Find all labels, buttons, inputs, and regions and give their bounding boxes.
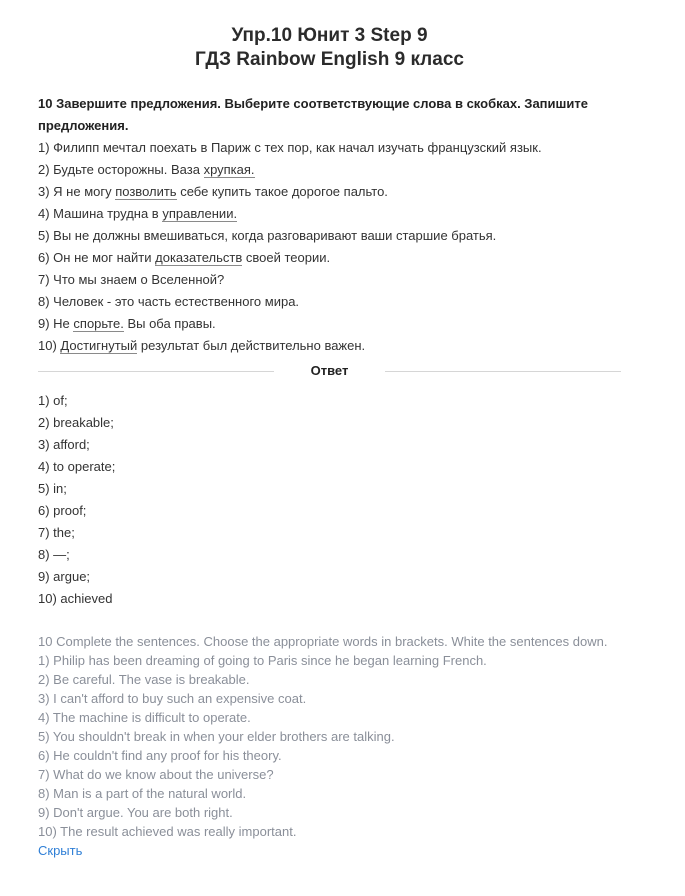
page-title <box>38 0 621 72</box>
separator-line-right <box>385 371 621 372</box>
english-sentence: 5) You shouldn't break in when your elder brothers are talking. <box>38 729 395 744</box>
sentence-text: своей теории. <box>242 250 331 265</box>
english-sentence: 10) The result achieved was really important. <box>38 824 297 839</box>
answer-item: 2) breakable; <box>38 415 114 430</box>
answer-item: 10) achieved <box>38 591 113 606</box>
sentence-text: 1) Филипп мечтал поехать в Париж с тех пор, как начал изучать французский язык. <box>38 140 542 155</box>
english-sentence: 7) What do we know about the universe? <box>38 767 274 782</box>
english-sentence: 4) The machine is difficult to operate. <box>38 710 251 725</box>
english-sentence: 3) I can't afford to buy such an expensive coat. <box>38 691 307 706</box>
hide-link[interactable]: Скрыть <box>38 843 83 858</box>
russian-sentence <box>38 335 621 357</box>
answer-separator <box>38 360 621 382</box>
sentence-text: 7) Что мы знаем о Вселенной? <box>38 272 225 287</box>
title-line-2: ГДЗ Rainbow English 9 класс <box>195 49 464 70</box>
answer-item: 5) in; <box>38 481 67 496</box>
answer-item: 4) to operate; <box>38 459 116 474</box>
title-line-1: Упр.10 Юнит 3 Step 9 <box>231 25 428 46</box>
underlined-word: управлении. <box>162 206 238 221</box>
english-heading: 10 Complete the sentences. Choose the appropriate words in brackets. White the sentences down. <box>38 634 608 649</box>
underlined-word: хрупкая. <box>203 162 255 177</box>
answer-list <box>38 390 621 610</box>
sentence-text: 8) Человек - это часть естественного мира. <box>38 294 300 309</box>
answer-item: 6) proof; <box>38 503 87 518</box>
sentence-text: результат был действительно важен. <box>137 338 366 353</box>
russian-sentence <box>38 291 621 313</box>
russian-sentence-list <box>38 137 621 357</box>
english-sentence: 6) He couldn't find any proof for his theory. <box>38 748 282 763</box>
task-heading: 10 Завершите предложения. Выберите соответствующие слова в скобках. Запишите предложения. <box>38 96 588 133</box>
russian-sentence <box>38 203 621 225</box>
russian-sentence <box>38 159 621 181</box>
underlined-word: позволить <box>115 184 177 199</box>
answer-item: 1) of; <box>38 393 68 408</box>
english-sentence-list <box>38 651 621 841</box>
sentence-text: 6) Он не мог найти <box>38 250 156 265</box>
sentence-text: 3) Я не могу <box>38 184 116 199</box>
english-sentence: 2) Be careful. The vase is breakable. <box>38 672 250 687</box>
russian-sentence <box>38 247 621 269</box>
underlined-word: спорьте. <box>73 316 124 331</box>
russian-sentence <box>38 137 621 159</box>
sentence-text: себе купить такое дорогое пальто. <box>176 184 388 199</box>
sentence-text: 2) Будьте осторожны. Ваза <box>38 162 204 177</box>
answer-item: 3) afford; <box>38 437 90 452</box>
sentence-text: 9) Не <box>38 316 74 331</box>
answer-item: 7) the; <box>38 525 75 540</box>
russian-sentence <box>38 269 621 291</box>
english-sentence: 9) Don't argue. You are both right. <box>38 805 233 820</box>
english-block <box>38 632 621 860</box>
english-sentence: 1) Philip has been dreaming of going to Paris since he began learning French. <box>38 653 487 668</box>
answer-label: Ответ <box>310 363 349 378</box>
separator-line-left <box>38 371 274 372</box>
sentence-text: Вы оба правы. <box>123 316 216 331</box>
underlined-word: доказательств <box>155 250 243 265</box>
answer-item: 9) argue; <box>38 569 91 584</box>
russian-sentence <box>38 181 621 203</box>
underlined-word: Достигнутый <box>60 338 138 353</box>
english-sentence: 8) Man is a part of the natural world. <box>38 786 247 801</box>
sentence-text: 10) <box>38 338 61 353</box>
sentence-text: 5) Вы не должны вмешиваться, когда разговаривают ваши старшие братья. <box>38 228 497 243</box>
answer-item: 8) —; <box>38 547 70 562</box>
sentence-text: 4) Машина трудна в <box>38 206 163 221</box>
russian-sentence <box>38 313 621 335</box>
russian-sentence <box>38 225 621 247</box>
